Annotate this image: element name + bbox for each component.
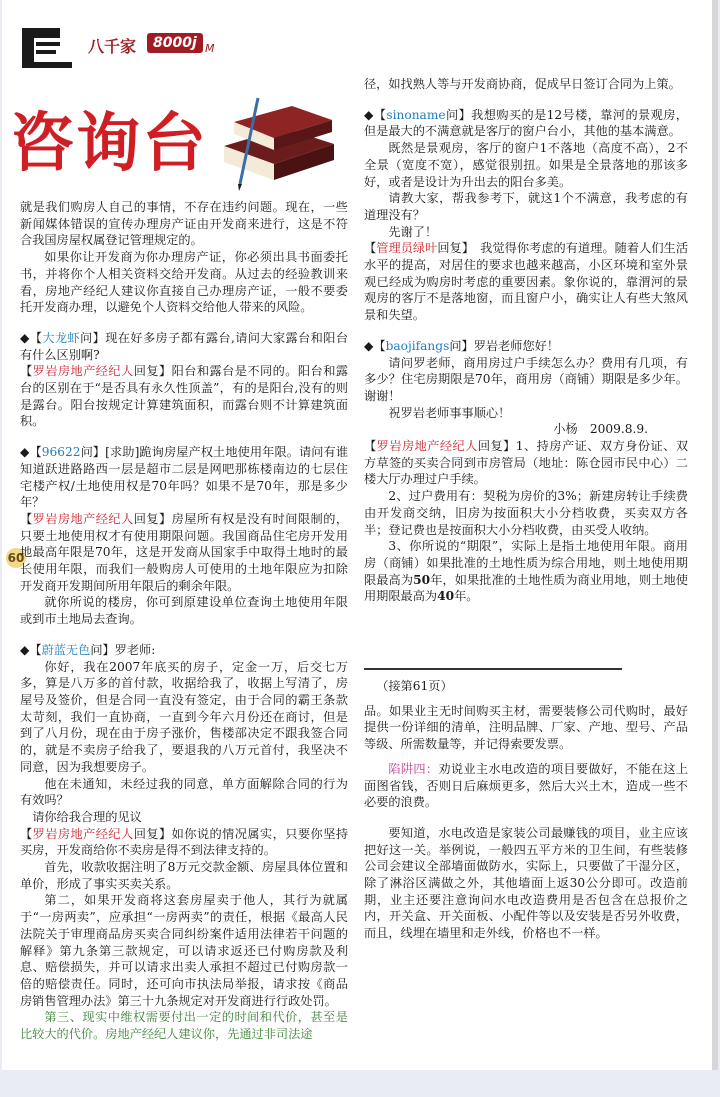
paragraph: 就是我们购房人自己的事情，不存在违约问题。现在，一些新闻媒体错误的宣传办理房产证由开发商来进行，这是不符合我国房屋权属登记管理规定的。 <box>20 200 348 248</box>
paragraph: 就你所说的楼房，你可到原建设单位查询土地使用年限或到市土地局去查询。 <box>20 595 348 627</box>
paragraph: 你好，我在2007年底买的房子，定金一万，后交七万多，算是八万多的首付款，收据给我了，收据上写清了，房屋号及签价，但是合同一直没有签定，由于合同的霸王条款太苛刻，我们一直协商，一直到今年六月份还在商讨，但是到了八月份，现在由于房子涨价，售楼部决定不跟我签合同的，就是不卖房子给我了，要退我的八万元首付，我坚决不同意，因为我想要房子。 <box>20 659 348 774</box>
brand-badge: 8000j <box>147 33 203 53</box>
paragraph: 径，如找熟人等与开发商协商，促成早日签订合同为上策。 <box>364 77 681 91</box>
paragraph: 请问罗老师，商用房过户手续怎么办？费用有几项，有多少？住宅房期限是70年，商用房（商铺）期限是多少年。谢谢！ <box>364 355 688 403</box>
answer: 【罗岩房地产经纪人回复】1、持房产证、双方身份证、双方草签的买卖合同到市房管局（地址：陈仓园市民中心）二楼大厅办理过户手续。 <box>364 439 689 487</box>
right-column-continued <box>364 678 688 942</box>
answer: 【罗岩房地产经纪人回复】房屋所有权是没有时间限制的，只要土地使用权才有使用期限问题。我国商品住宅房开发用地最高年限是70年，这是开发商从国家手中取得土地时的最长使用年限，而我们一般购房人可使用的土地年限应为扣除开发商开发期间所用年限后的剩余年限。 <box>20 511 349 593</box>
continued-note: （接第61页） <box>376 679 453 693</box>
section-title: 咨询台 <box>10 107 208 181</box>
left-column <box>20 199 348 1043</box>
paragraph: 请你给我合理的见议 <box>32 809 142 824</box>
answer: 【管理员绿叶回复】 我觉得你考虑的有道理。随着人们生活水平的提高，对居住的要求也越来越高，小区环境和室外景观已经成为购房时考虑的重要因素。象你说的，靠渭河的景观房的客厅不是落地窗，而且窗户小，确实让人有些大煞风景和失望。 <box>364 241 689 323</box>
paragraph: 品。如果业主无时间购买主材，需要装修公司代购时，最好提供一份详细的清单，注明品牌、厂家、产地、型号、产品等级、所需数量等，并记得索要发票。 <box>364 703 688 752</box>
right-column <box>364 76 688 605</box>
paragraph: 如果你让开发商为你办理房产证，你必须出具书面委托书，并将你个人相关资料交给开发商。从过去的经验教训来看，房地产经纪人建议你直接自己办理房产证，一般不要委托开发商办理，以避免个人资料交给他人带来的风险。 <box>20 250 348 315</box>
paragraph: 先谢了！ <box>388 224 438 239</box>
paragraph: 他在未通知，未经过我的同意，单方面解除合同的行为有效吗？ <box>20 776 348 808</box>
signature: 小杨 2009.8.9. <box>553 422 648 437</box>
question-daxia: ◆【大龙虾问】现在好多房子都有露台,请问大家露台和阳台有什么区别啊? <box>20 330 349 362</box>
asker-name: 大龙虾 <box>42 330 81 345</box>
paragraph: 第二，如果开发商将这套房屋卖于他人，其行为就属于“一房两卖”，应承担“一房两卖”的责任，根据《最高人民法院关于审理商品房买卖合同纠纷案件适用法律若干问题的解释》第九条第三款规定，可以请求返还已付购房款及利息、赔偿损失，并可以请求出卖人承担不超过已付购房款一倍的赔偿责任。同时，还可向市执法局举报，请求按《商品房销售管理办法》第三十九条规定对开发商进行行政处罚。 <box>20 893 348 1008</box>
brand-suffix: M <box>205 42 215 55</box>
paragraph: 首先，收款收据注明了8万元交款金额、房屋具体位置和单价，形成了事实买卖关系。 <box>20 860 348 891</box>
paragraph: 3、你所说的“期限”，实际上是指土地使用年限。商用房（商铺）如果批准的土地性质为综合用地，则土地使用期限最高为50年，如果批准的土地性质为商业用地，则土地使用期限最高为40年。 <box>364 539 688 604</box>
question-sinoname: ◆【sinoname问】我想购买的是12号楼，靠河的景观房，但是最大的不满意就是客厅的窗户台小，其他的基本满意。 <box>364 107 688 139</box>
answer: 【罗岩房地产经纪人回复】阳台和露台是不同的。阳台和露台的区别在于“是否具有永久性顶盖”，有的是阳台,没有的则是露台。阳台按规定计算建筑面积，而露台则不计算建筑面积。 <box>20 364 349 429</box>
page-number-badge: 60 <box>6 548 26 568</box>
question-baojifangs: ◆【baojifangs问】罗岩老师您好！ <box>364 338 560 353</box>
brand-name: 八千家 <box>88 37 137 56</box>
books-icon <box>214 84 344 194</box>
paragraph: 第三、现实中维权需要付出一定的时间和代价，甚至是比较大的代价。房地产经纪人建议你，先通过非司法途 <box>20 1010 348 1042</box>
page-edge <box>712 0 718 1070</box>
paragraph: 2、过户费用有：契税为房价的3%；新建房转让手续费由开发商交纳，旧房为按面积大小分档收费，买卖双方各半；登记费也是按面积大小分档收费，由买受人收纳。 <box>364 489 688 537</box>
paragraph: 请教大家，帮我参考下，就这1个不满意，我考虑的有道理没有？ <box>364 191 688 222</box>
trap-four: 陷阱四：劝说业主水电改造的项目要做好，不能在这上面图省钱，否则日后麻烦更多，然后大兴土木，造成一些不必要的浪费。 <box>364 761 689 810</box>
paragraph: 祝罗岩老师事事顺心！ <box>388 405 511 420</box>
magazine-logo-icon <box>12 22 82 70</box>
magazine-page <box>2 0 714 1070</box>
question-96622: ◆【96622问】[求助]跪询房屋产权土地使用年限。请问有谁知道跃进路路西一层是超市二层是网吧那栋楼南边的七层住宅楼产权/土地使用权是70年吗？如果不是70年，那是多少年？ <box>20 445 349 510</box>
paragraph: 要知道，水电改造是家装公司最赚钱的项目，业主应该把好这一关。举例说，一般四五平方米的卫生间，有些装修公司会建议全部墙面做防水，实际上，只要做了干湿分区，除了淋浴区满做之外，其他墙面上返30公分即可。改造前期，业主还要注意询问水电改造费用是否包含在总报价之内，开关盒、开关面板、小配件等以及安装是否另外收费，而且，线埋在墙里和走外线，价格也不一样。 <box>364 825 688 941</box>
paragraph: 既然是景观房，客厅的窗户1不落地（高度不高），2不全景（宽度不宽），感觉很别扭。如果是全景落地的那该多好，或者是设计为升出去的阳台多美。 <box>364 141 688 189</box>
section-divider <box>364 668 622 670</box>
answer: 【罗岩房地产经纪人回复】如你说的情况属实，只要你坚持买房，开发商给你不卖房是得不到法律支持的。 <box>20 826 349 858</box>
question-weilan: ◆【蔚蓝无色问】罗老师: <box>20 642 156 657</box>
